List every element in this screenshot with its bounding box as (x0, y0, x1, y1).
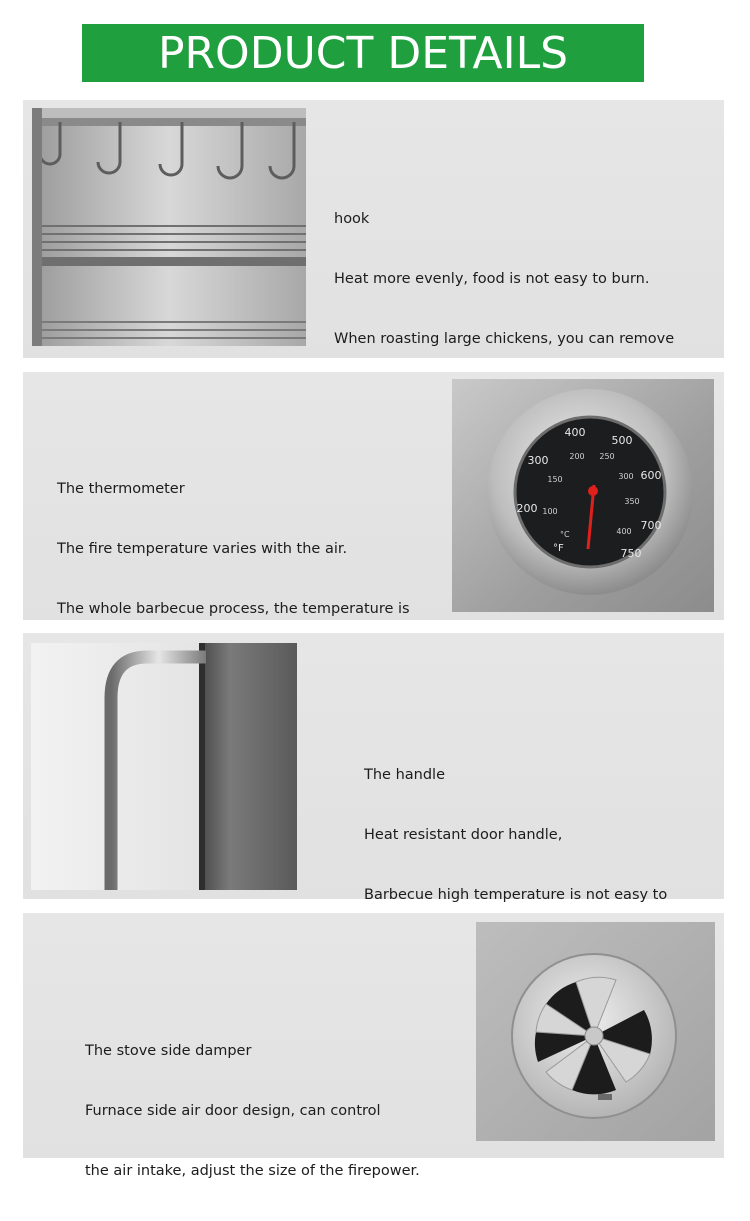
gauge-unit-f: °F (553, 543, 564, 554)
text-line: the air intake, adjust the size of the firepower. (85, 1163, 420, 1179)
text-line: The whole barbecue process, the temperature is (57, 601, 410, 617)
thermometer-photo (452, 379, 714, 612)
text-line: Heat more evenly, food is not easy to burn. (334, 271, 650, 287)
text-line: hook (334, 211, 370, 227)
gauge-inner-tick: 150 (547, 475, 563, 484)
gauge-tick-label: 400 (564, 426, 586, 439)
gauge-inner-tick: 100 (542, 507, 558, 516)
gauge-tick-label: 500 (611, 434, 633, 447)
section-damper (23, 913, 724, 1179)
damper-description (85, 1001, 420, 1221)
text-line: The stove side damper (85, 1043, 252, 1059)
text-line: The thermometer (57, 481, 185, 497)
handle-photo (31, 643, 297, 890)
title-banner (82, 24, 644, 82)
gauge-tick-label: 600 (640, 469, 662, 482)
text-line: The fire temperature varies with the air. (57, 541, 348, 557)
gauge-tick-label: 300 (527, 454, 549, 467)
text-line: The handle (364, 767, 445, 783)
gauge-tick-label: 200 (516, 502, 538, 515)
text-line: Furnace side air door design, can control (85, 1103, 381, 1119)
gauge-tick-label: 700 (640, 519, 662, 532)
text-line: When roasting large chickens, you can remove (334, 331, 675, 347)
gauge-inner-tick: 300 (618, 472, 634, 481)
section-hook (23, 100, 724, 358)
section-thermometer (23, 372, 724, 620)
gauge-inner-tick: 200 (569, 452, 585, 461)
text-line: Heat resistant door handle, (364, 827, 563, 843)
hook-photo (32, 108, 306, 346)
gauge-inner-tick: 400 (616, 527, 632, 536)
gauge-inner-tick: 250 (599, 452, 615, 461)
damper-photo (476, 922, 715, 1141)
section-handle (23, 633, 724, 903)
gauge-unit-c: °C (560, 530, 570, 539)
text-line: Barbecue high temperature is not easy to (364, 887, 668, 903)
gauge-inner-tick: 350 (624, 497, 640, 506)
page-title: PRODUCT DETAILS (157, 27, 569, 79)
gauge-tick-label: 750 (620, 547, 642, 560)
